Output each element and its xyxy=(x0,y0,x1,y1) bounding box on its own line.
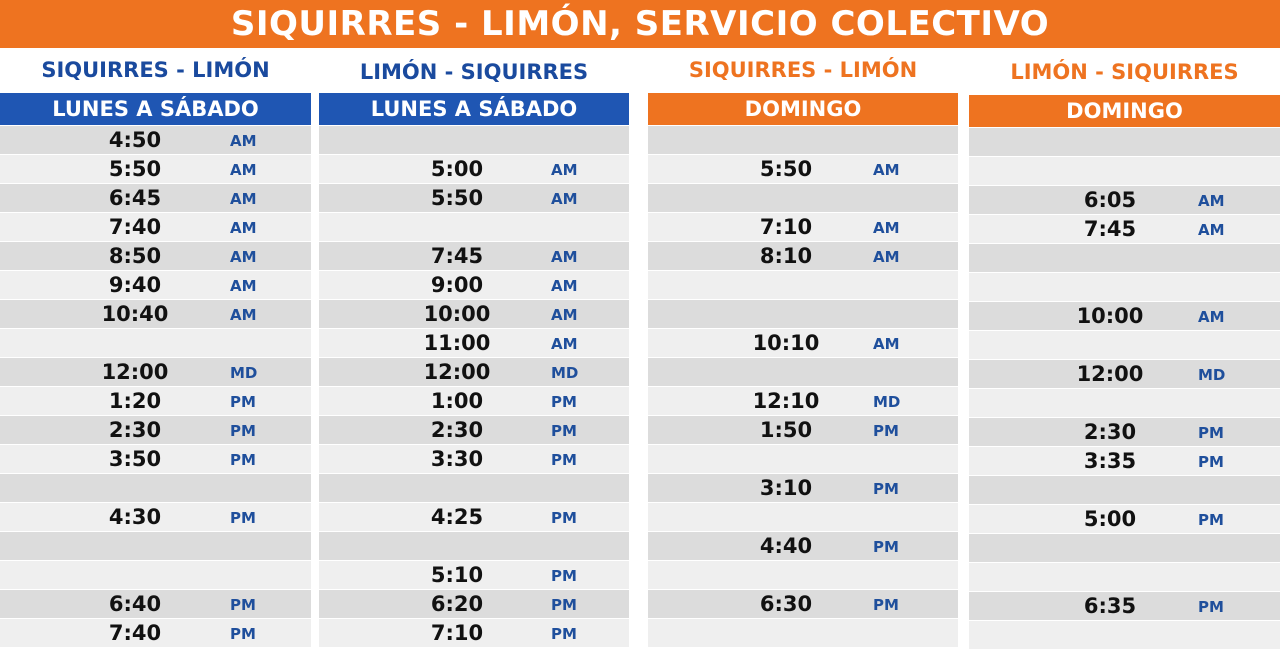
schedule-row xyxy=(319,126,629,155)
days-heading: DOMINGO xyxy=(648,93,958,125)
schedule-row xyxy=(648,561,958,590)
schedule-row xyxy=(648,300,958,329)
time-period: PM xyxy=(551,422,577,440)
schedule-row xyxy=(648,387,958,416)
schedule-row xyxy=(319,590,629,619)
schedule-row xyxy=(648,358,958,387)
schedule-row xyxy=(0,300,311,329)
time-period: AM xyxy=(551,277,578,295)
schedule-row xyxy=(969,418,1280,447)
time-period: PM xyxy=(551,393,577,411)
departure-time: 4:30 xyxy=(108,505,162,529)
schedule-row xyxy=(969,186,1280,215)
schedule-row xyxy=(319,503,629,532)
departure-time: 10:00 xyxy=(423,302,491,326)
time-period: AM xyxy=(230,190,257,208)
departure-time: 8:10 xyxy=(759,244,813,268)
schedule-row xyxy=(648,155,958,184)
departure-time: 1:20 xyxy=(108,389,162,413)
schedule-row xyxy=(648,329,958,358)
departure-time: 6:20 xyxy=(430,592,484,616)
time-period: PM xyxy=(230,422,256,440)
schedule-row xyxy=(0,532,311,561)
schedule-row xyxy=(969,505,1280,534)
departure-time: 6:05 xyxy=(1083,188,1137,212)
schedule-row xyxy=(319,271,629,300)
schedule-row xyxy=(319,242,629,271)
departure-time: 7:45 xyxy=(430,244,484,268)
time-period: AM xyxy=(551,190,578,208)
departure-time: 8:50 xyxy=(108,244,162,268)
schedule-row xyxy=(969,447,1280,476)
schedule-row xyxy=(648,503,958,532)
departure-time: 3:10 xyxy=(759,476,813,500)
time-period: AM xyxy=(551,248,578,266)
schedule-row xyxy=(319,155,629,184)
time-period: AM xyxy=(230,219,257,237)
schedule-row xyxy=(0,561,311,590)
time-period: AM xyxy=(873,219,900,237)
route-heading: SIQUIRRES - LIMÓN xyxy=(688,58,918,82)
departure-time: 9:40 xyxy=(108,273,162,297)
departure-time: 5:50 xyxy=(759,157,813,181)
time-period: PM xyxy=(873,480,899,498)
schedule-row xyxy=(0,155,311,184)
departure-time: 3:30 xyxy=(430,447,484,471)
schedule-row xyxy=(969,534,1280,563)
page-title: SIQUIRRES - LIMÓN, SERVICIO COLECTIVO xyxy=(0,0,1280,48)
schedule-row xyxy=(0,590,311,619)
departure-time: 7:10 xyxy=(430,621,484,645)
schedule-row xyxy=(319,445,629,474)
time-rows xyxy=(969,128,1280,650)
schedule-row xyxy=(319,532,629,561)
schedule-column-limon-siquirres-sunday xyxy=(969,48,1280,650)
time-period: PM xyxy=(873,596,899,614)
schedule-row xyxy=(0,242,311,271)
schedule-row xyxy=(969,360,1280,389)
schedule-row xyxy=(969,389,1280,418)
schedule-row xyxy=(0,416,311,445)
schedule-row xyxy=(648,619,958,648)
departure-time: 6:45 xyxy=(108,186,162,210)
departure-time: 7:45 xyxy=(1083,217,1137,241)
time-period: PM xyxy=(551,451,577,469)
time-period: AM xyxy=(1198,308,1225,326)
departure-time: 7:40 xyxy=(108,215,162,239)
schedule-row xyxy=(969,157,1280,186)
schedule-row xyxy=(319,329,629,358)
departure-time: 5:50 xyxy=(108,157,162,181)
schedule-row xyxy=(969,215,1280,244)
time-period: PM xyxy=(1198,598,1224,616)
schedule-row xyxy=(0,184,311,213)
route-heading: SIQUIRRES - LIMÓN xyxy=(41,58,270,82)
schedule-column-siquirres-limon-sunday xyxy=(648,48,958,650)
departure-time: 6:30 xyxy=(759,592,813,616)
time-rows xyxy=(648,126,958,648)
time-period: PM xyxy=(1198,453,1224,471)
time-period: PM xyxy=(551,596,577,614)
schedule-row xyxy=(969,244,1280,273)
time-period: AM xyxy=(873,335,900,353)
schedule-row xyxy=(0,126,311,155)
departure-time: 4:25 xyxy=(430,505,484,529)
time-period: AM xyxy=(1198,192,1225,210)
schedule-column-siquirres-limon-weekday xyxy=(0,48,311,650)
departure-time: 1:50 xyxy=(759,418,813,442)
departure-time: 12:00 xyxy=(101,360,169,384)
schedule-row xyxy=(648,213,958,242)
days-heading: LUNES A SÁBADO xyxy=(319,93,629,125)
schedule-row xyxy=(319,213,629,242)
time-period: PM xyxy=(873,422,899,440)
schedule-row xyxy=(319,300,629,329)
schedule-row xyxy=(0,329,311,358)
schedule-row xyxy=(648,184,958,213)
schedule-row xyxy=(648,416,958,445)
time-period: PM xyxy=(551,509,577,527)
schedule-row xyxy=(0,474,311,503)
time-period: MD xyxy=(1198,366,1226,384)
time-period: PM xyxy=(1198,511,1224,529)
departure-time: 12:00 xyxy=(1076,362,1144,386)
time-period: AM xyxy=(230,248,257,266)
schedule-row xyxy=(648,590,958,619)
departure-time: 6:40 xyxy=(108,592,162,616)
schedule-row xyxy=(0,445,311,474)
time-period: AM xyxy=(1198,221,1225,239)
departure-time: 11:00 xyxy=(423,331,491,355)
schedule-row xyxy=(969,592,1280,621)
departure-time: 4:40 xyxy=(759,534,813,558)
departure-time: 4:50 xyxy=(108,128,162,152)
time-period: AM xyxy=(873,161,900,179)
schedule-row xyxy=(0,619,311,648)
time-period: PM xyxy=(230,451,256,469)
schedule-row xyxy=(319,358,629,387)
time-period: MD xyxy=(230,364,258,382)
departure-time: 10:00 xyxy=(1076,304,1144,328)
departure-time: 2:30 xyxy=(1083,420,1137,444)
departure-time: 9:00 xyxy=(430,273,484,297)
departure-time: 7:40 xyxy=(108,621,162,645)
time-period: AM xyxy=(230,277,257,295)
time-period: AM xyxy=(551,306,578,324)
time-period: AM xyxy=(230,132,257,150)
time-period: AM xyxy=(873,248,900,266)
time-period: PM xyxy=(873,538,899,556)
schedule-row xyxy=(319,416,629,445)
departure-time: 12:00 xyxy=(423,360,491,384)
schedule-row xyxy=(969,476,1280,505)
schedule-row xyxy=(648,532,958,561)
time-period: PM xyxy=(230,596,256,614)
schedule-row xyxy=(0,358,311,387)
schedule-row xyxy=(969,128,1280,157)
schedule-row xyxy=(319,184,629,213)
departure-time: 5:00 xyxy=(1083,507,1137,531)
time-period: PM xyxy=(1198,424,1224,442)
route-heading: LIMÓN - SIQUIRRES xyxy=(359,60,589,84)
departure-time: 7:10 xyxy=(759,215,813,239)
time-period: AM xyxy=(551,161,578,179)
time-period: PM xyxy=(230,393,256,411)
time-period: PM xyxy=(551,567,577,585)
departure-time: 5:50 xyxy=(430,186,484,210)
schedule-row xyxy=(0,387,311,416)
schedule-row xyxy=(969,273,1280,302)
departure-time: 3:50 xyxy=(108,447,162,471)
departure-time: 5:00 xyxy=(430,157,484,181)
schedule-row xyxy=(648,271,958,300)
time-period: AM xyxy=(551,335,578,353)
schedule-row xyxy=(319,474,629,503)
days-heading: LUNES A SÁBADO xyxy=(0,93,311,125)
schedule-row xyxy=(969,563,1280,592)
schedule-row xyxy=(648,242,958,271)
time-period: MD xyxy=(551,364,579,382)
route-heading: LIMÓN - SIQUIRRES xyxy=(1010,60,1239,84)
schedule-row xyxy=(319,561,629,590)
departure-time: 6:35 xyxy=(1083,594,1137,618)
schedule-row xyxy=(648,126,958,155)
departure-time: 2:30 xyxy=(108,418,162,442)
schedule-column-limon-siquirres-weekday xyxy=(319,48,629,650)
departure-time: 2:30 xyxy=(430,418,484,442)
schedule-row xyxy=(969,331,1280,360)
departure-time: 5:10 xyxy=(430,563,484,587)
time-period: PM xyxy=(551,625,577,643)
time-period: PM xyxy=(230,625,256,643)
departure-time: 10:10 xyxy=(752,331,820,355)
departure-time: 1:00 xyxy=(430,389,484,413)
schedule-row xyxy=(0,271,311,300)
schedule-row xyxy=(648,445,958,474)
schedule-row xyxy=(648,474,958,503)
departure-time: 10:40 xyxy=(101,302,169,326)
schedule-row xyxy=(969,621,1280,650)
time-period: PM xyxy=(230,509,256,527)
schedule-row xyxy=(0,213,311,242)
time-period: MD xyxy=(873,393,901,411)
schedule-row xyxy=(0,503,311,532)
departure-time: 12:10 xyxy=(752,389,820,413)
departure-time: 3:35 xyxy=(1083,449,1137,473)
time-period: AM xyxy=(230,306,257,324)
time-period: AM xyxy=(230,161,257,179)
days-heading: DOMINGO xyxy=(969,95,1280,127)
time-rows xyxy=(0,126,311,648)
schedule-row xyxy=(969,302,1280,331)
time-rows xyxy=(319,126,629,648)
schedule-row xyxy=(319,619,629,648)
schedule-row xyxy=(319,387,629,416)
